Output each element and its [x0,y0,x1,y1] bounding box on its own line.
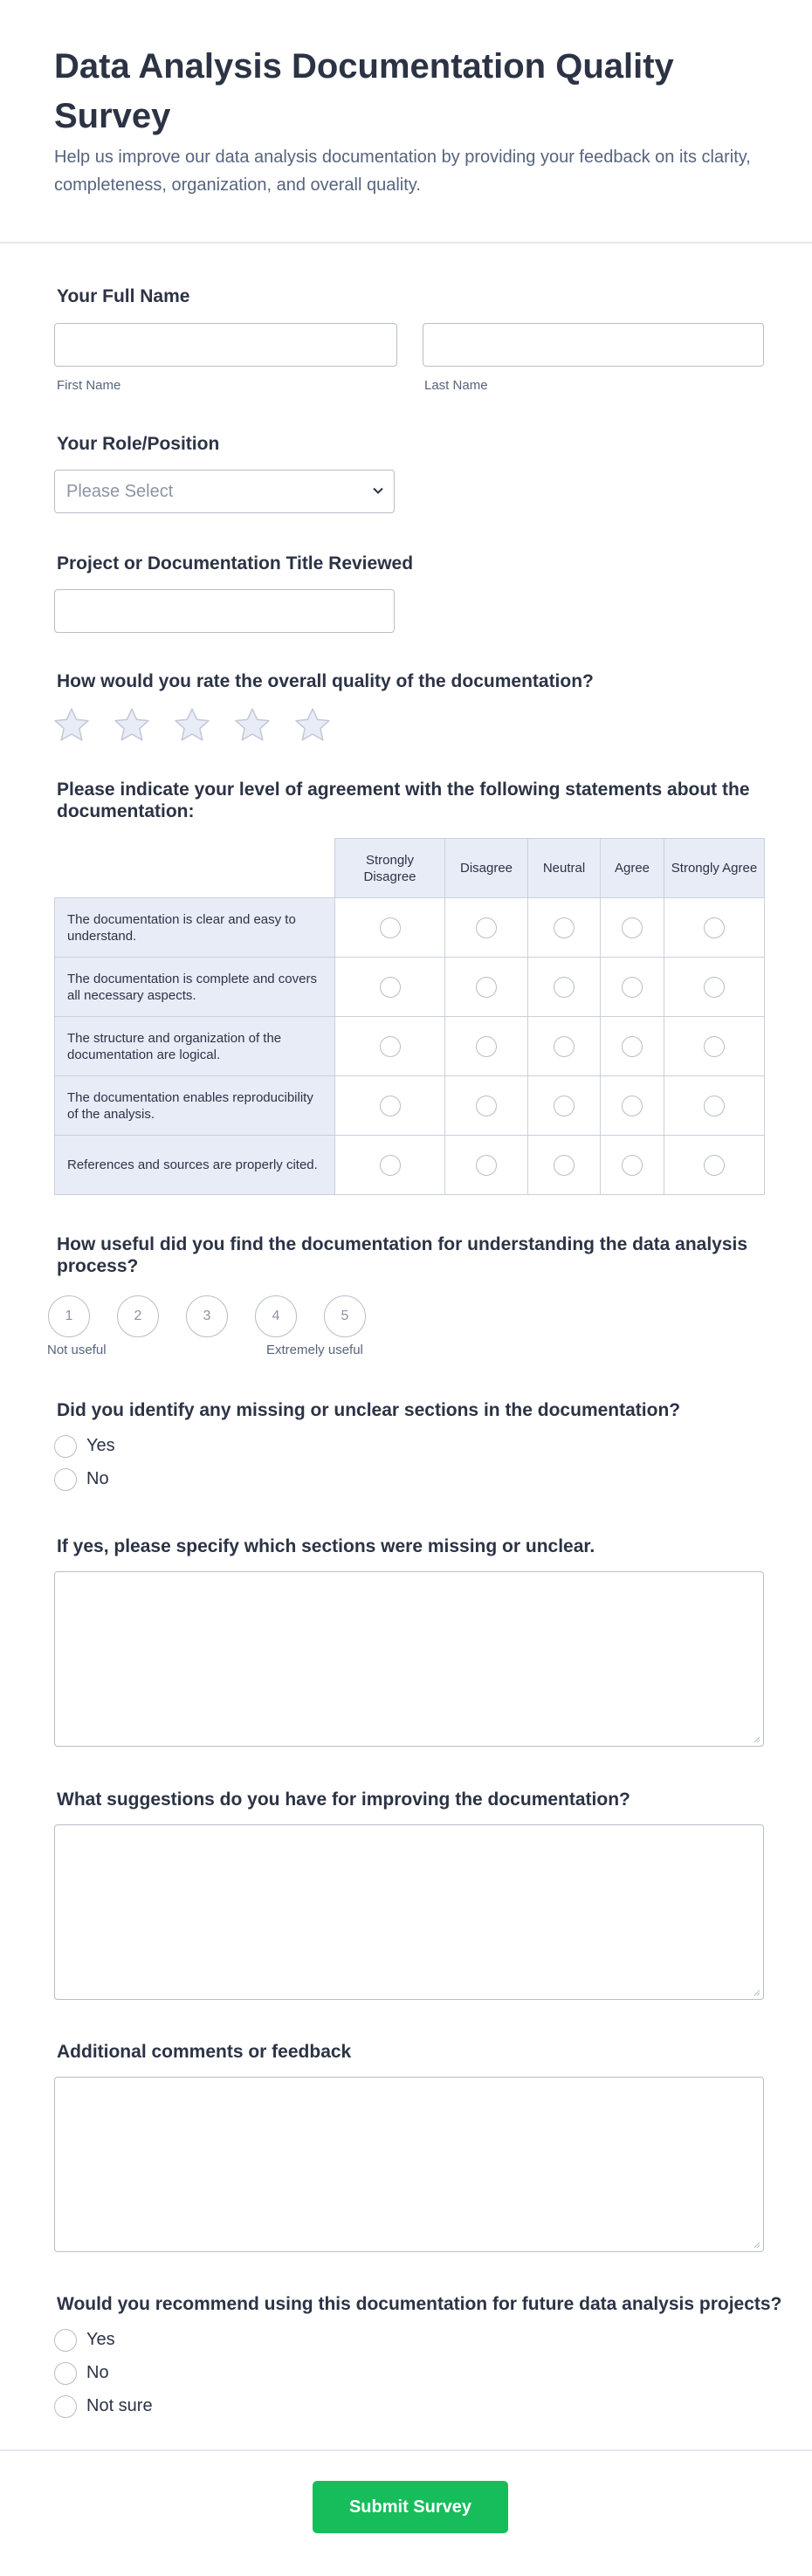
matrix-radio[interactable] [622,1036,643,1057]
matrix-radio[interactable] [704,1155,725,1176]
radio-label: No [86,1469,109,1488]
matrix-row [55,958,765,1017]
matrix-column-header: Agree [601,839,664,898]
resize-grip-icon[interactable] [752,1735,760,1743]
role-select[interactable] [54,470,395,513]
scale-min-label: Not useful [47,1343,107,1357]
matrix-radio[interactable] [476,1036,497,1057]
matrix-cell [445,1076,528,1136]
comments-label: Additional comments or feedback [57,2042,352,2062]
star-icon[interactable] [294,707,331,742]
matrix-row [55,898,765,958]
first-name-sublabel: First Name [57,378,121,393]
matrix-column-header: Neutral [528,839,601,898]
last-name-input[interactable] [423,323,764,367]
matrix-cell [335,1136,445,1195]
matrix-cell [664,1076,765,1136]
matrix-cell [528,1136,601,1195]
matrix-radio[interactable] [380,1155,401,1176]
matrix-radio[interactable] [380,1096,401,1116]
matrix-row [55,1017,765,1076]
matrix-row [55,1136,765,1195]
matrix-radio[interactable] [554,1155,575,1176]
matrix-radio[interactable] [704,977,725,998]
specify-label: If yes, please specify which sections were missing or unclear. [57,1536,595,1556]
matrix-cell [445,1017,528,1076]
matrix-cell [601,1136,664,1195]
chevron-down-icon [373,485,383,496]
matrix-cell [528,1076,601,1136]
matrix-cell [664,898,765,958]
matrix-radio[interactable] [380,1036,401,1057]
scale-option-5[interactable]: 5 [324,1295,366,1337]
radio-button[interactable] [54,2329,77,2352]
matrix-radio[interactable] [704,1096,725,1116]
matrix-cell [601,1017,664,1076]
radio-button[interactable] [54,1468,77,1491]
matrix-radio[interactable] [704,917,725,938]
matrix-radio[interactable] [554,1036,575,1057]
matrix-radio[interactable] [476,1096,497,1116]
matrix-corner [55,839,335,898]
role-select-value: Please Select [66,482,174,501]
project-title-input[interactable] [54,589,395,633]
usefulness-label: How useful did you find the documentation for understanding the data analysis process? [57,1234,748,1276]
star-icon[interactable] [234,707,271,742]
matrix-cell [528,1017,601,1076]
matrix-cell [601,1076,664,1136]
matrix-label: Please indicate your level of agreement with the following statements about the documentation: [57,780,750,821]
matrix-cell [335,898,445,958]
radio-label: Not sure [86,2396,153,2415]
first-name-input[interactable] [54,323,397,367]
matrix-row-label: References and sources are properly cited. [55,1136,335,1195]
specify-textarea[interactable] [54,1571,764,1747]
last-name-sublabel: Last Name [424,378,488,393]
scale-option-3[interactable]: 3 [186,1295,228,1337]
matrix-cell [601,898,664,958]
page-subtitle: Help us improve our data analysis documentation by providing your feedback on its clarity, completeness, organization, and overall quality. [54,148,751,195]
matrix-row [55,1076,765,1136]
role-label: Your Role/Position [57,434,220,454]
matrix-radio[interactable] [380,917,401,938]
scale-max-label: Extremely useful [266,1343,363,1357]
matrix-radio[interactable] [622,977,643,998]
suggestions-label: What suggestions do you have for improving the documentation? [57,1789,630,1810]
radio-button[interactable] [54,1435,77,1458]
matrix-cell [445,898,528,958]
matrix-column-header: Strongly Disagree [335,839,445,898]
matrix-cell [445,958,528,1017]
matrix-row-label: The documentation is complete and covers all necessary aspects. [55,958,335,1017]
matrix-cell [445,1136,528,1195]
submit-button[interactable]: Submit Survey [313,2481,508,2533]
suggestions-textarea[interactable] [54,1824,764,2000]
project-title-label: Project or Documentation Title Reviewed [57,553,414,574]
star-icon[interactable] [174,707,210,742]
radio-button[interactable] [54,2395,77,2418]
resize-grip-icon[interactable] [752,2240,760,2249]
matrix-cell [335,1076,445,1136]
matrix-radio[interactable] [622,1155,643,1176]
rating-label: How would you rate the overall quality of the documentation? [57,671,594,691]
matrix-radio[interactable] [622,917,643,938]
full-name-label: Your Full Name [57,286,190,306]
star-icon[interactable] [114,707,150,742]
page-title: Data Analysis Documentation Quality Survey [54,47,674,135]
matrix-cell [528,898,601,958]
resize-grip-icon[interactable] [752,1988,760,1996]
scale-option-2[interactable]: 2 [117,1295,159,1337]
scale-option-1[interactable]: 1 [48,1295,90,1337]
matrix-radio[interactable] [622,1096,643,1116]
matrix-cell [335,958,445,1017]
matrix-row-label: The structure and organization of the documentation are logical. [55,1017,335,1076]
footer-divider [0,2449,812,2451]
matrix-cell [528,958,601,1017]
missing-sections-label: Did you identify any missing or unclear sections in the documentation? [57,1400,681,1420]
matrix-cell [664,1017,765,1076]
matrix-radio[interactable] [476,977,497,998]
agreement-matrix [54,838,765,1195]
radio-button[interactable] [54,2362,77,2385]
comments-textarea[interactable] [54,2077,764,2252]
radio-label: No [86,2363,109,2382]
matrix-column-header: Strongly Agree [664,839,765,898]
matrix-radio[interactable] [476,1155,497,1176]
radio-label: Yes [86,2330,115,2349]
matrix-row-label: The documentation enables reproducibility of the analysis. [55,1076,335,1136]
matrix-radio[interactable] [704,1036,725,1057]
radio-label: Yes [86,1436,115,1455]
matrix-column-header: Disagree [445,839,528,898]
matrix-radio[interactable] [380,977,401,998]
header-divider [0,242,812,244]
matrix-radio[interactable] [554,1096,575,1116]
matrix-cell [335,1017,445,1076]
matrix-cell [664,1136,765,1195]
matrix-cell [664,958,765,1017]
matrix-radio[interactable] [554,917,575,938]
matrix-radio[interactable] [476,917,497,938]
star-icon[interactable] [53,707,90,742]
form-header [54,42,761,199]
matrix-radio[interactable] [554,977,575,998]
scale-option-4[interactable]: 4 [255,1295,297,1337]
matrix-row-label: The documentation is clear and easy to understand. [55,898,335,958]
matrix-cell [601,958,664,1017]
recommend-label: Would you recommend using this documentation for future data analysis projects? [57,2294,782,2314]
